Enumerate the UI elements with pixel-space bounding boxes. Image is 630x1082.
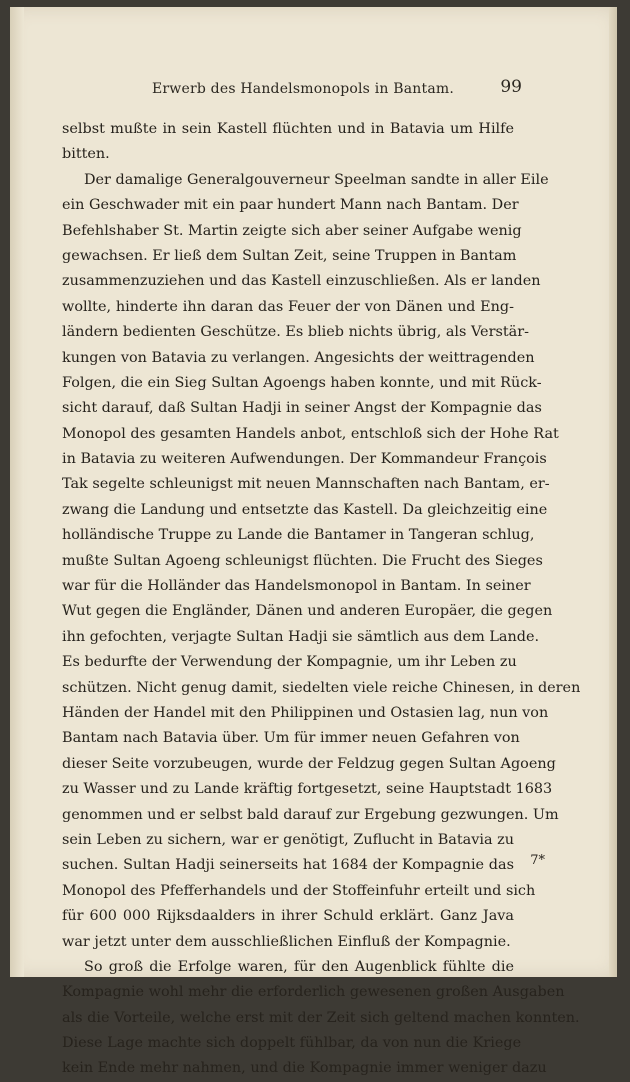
text-line: sicht darauf, daß Sultan Hadji in seiner Angst der Kompagnie das <box>62 400 542 417</box>
text-line: Bantam nach Batavia über. Um für immer neuen Gefahren von <box>62 730 520 747</box>
text-line: schützen. Nicht genug damit, siedelten viele reiche Chinesen, in deren <box>62 679 581 696</box>
text-line: Kompagnie wohl mehr die erforderlich gewesenen großen Ausgaben <box>62 984 565 1001</box>
text-line: So groß die Erfolge waren, für den Augenblick fühlte die <box>84 958 514 975</box>
signature-mark: 7* <box>530 853 545 868</box>
text-line: zu Wasser und zu Lande kräftig fortgesetzt, seine Hauptstadt 1683 <box>62 781 553 798</box>
text-line: ländern bedienten Geschütze. Es blieb nichts übrig, als Verstär- <box>62 324 529 341</box>
text-line: Folgen, die ein Sieg Sultan Agoengs haben konnte, und mit Rück- <box>62 374 542 391</box>
text-line: Es bedurfte der Verwendung der Kompagnie, um ihr Leben zu <box>62 654 517 671</box>
text-line: zusammenzuziehen und das Kastell einzuschließen. Als er landen <box>62 273 541 290</box>
book-page <box>10 7 617 1077</box>
page-number: 99 <box>500 77 522 97</box>
text-line: selbst mußte in sein Kastell flüchten und in Batavia um Hilfe <box>62 121 514 137</box>
body-text <box>62 117 581 1082</box>
text-line: suchen. Sultan Hadji seinerseits hat 1684 der Kompagnie das <box>62 857 514 874</box>
text-line: sein Leben zu sichern, war er genötigt, Zuflucht in Batavia zu <box>62 831 514 848</box>
text-line: als die Vorteile, welche erst mit der Zeit sich geltend machen konnten. <box>62 1009 580 1026</box>
text-line: zwang die Landung und entsetzte das Kastell. Da gleichzeitig eine <box>62 501 548 518</box>
text-line: kungen von Batavia zu verlangen. Angesichts der weittragenden <box>62 349 535 366</box>
text-line: Monopol des gesamten Handels anbot, entschloß sich der Hohe Rat <box>62 425 559 442</box>
text-line: war jetzt unter dem ausschließlichen Einfluß der Kompagnie. <box>62 933 511 950</box>
text-line: kein Ende mehr nahmen, und die Kompagnie immer weniger dazu <box>62 1060 547 1077</box>
running-title: Erwerb des Handelsmonopols in Bantam. <box>152 81 454 97</box>
text-line: genommen und er selbst bald darauf zur Ergebung gezwungen. Um <box>62 806 559 823</box>
text-line: war für die Holländer das Handelsmonopol in Bantam. In seiner <box>62 578 531 595</box>
text-line: mußte Sultan Agoeng schleunigst flüchten. Die Frucht des Sieges <box>62 552 543 569</box>
text-line: ein Geschwader mit ein paar hundert Mann nach Bantam. Der <box>62 197 519 214</box>
text-line: Händen der Handel mit den Philippinen und Ostasien lag, nun von <box>62 704 549 721</box>
text-line: bitten. <box>62 146 110 163</box>
page-edge <box>609 7 617 977</box>
text-line: in Batavia zu weiteren Aufwendungen. Der Kommandeur François <box>62 451 547 468</box>
text-line: Diese Lage machte sich doppelt fühlbar, da von nun die Kriege <box>62 1035 522 1052</box>
text-line: Befehlshaber St. Martin zeigte sich aber seiner Aufgabe wenig <box>62 222 522 239</box>
text-line: ihn gefochten, verjagte Sultan Hadji sie sämtlich aus dem Lande. <box>62 628 540 645</box>
text-line: Der damalige Generalgouverneur Speelman sandte in aller Eile <box>84 171 549 188</box>
text-line: für 600 000 Rijksdaalders in ihrer Schuld erklärt. Ganz Java <box>62 908 514 925</box>
text-line: gewachsen. Er ließ dem Sultan Zeit, seine Truppen in Bantam <box>62 247 517 264</box>
text-line: Tak segelte schleunigst mit neuen Mannschaften nach Bantam, er- <box>62 476 550 493</box>
page-gutter <box>10 7 24 977</box>
running-head <box>62 75 522 103</box>
text-line: holländische Truppe zu Lande die Bantamer in Tangeran schlug, <box>62 527 535 544</box>
text-line: Wut gegen die Engländer, Dänen und anderen Europäer, die gegen <box>62 603 553 620</box>
text-line: Monopol des Pfefferhandels und der Stoffeinfuhr erteilt und sich <box>62 882 536 899</box>
text-line: dieser Seite vorzubeugen, wurde der Feldzug gegen Sultan Agoeng <box>62 755 556 772</box>
text-line: wollte, hinderte ihn daran das Feuer der von Dänen und Eng- <box>62 298 514 315</box>
